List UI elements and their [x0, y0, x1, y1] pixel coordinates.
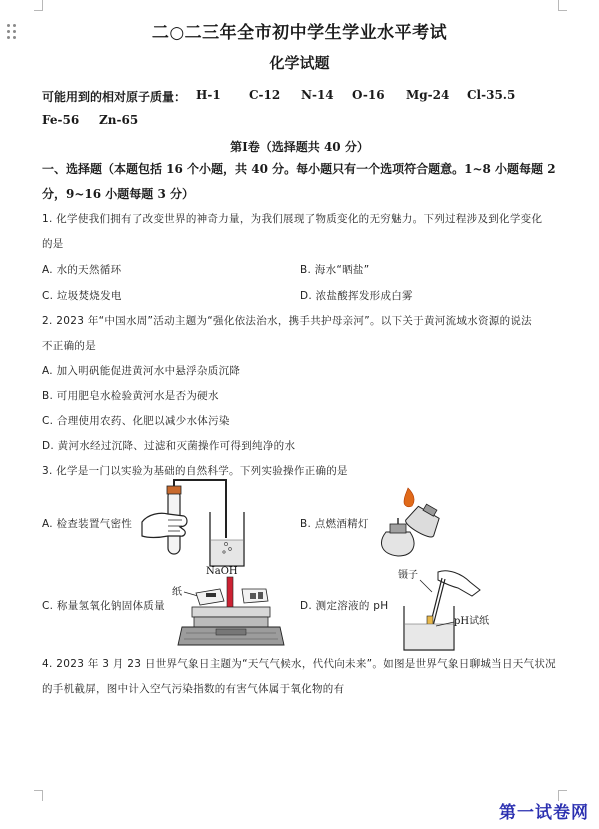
atomic-mass-label: 可能用到的相对原子质量： — [42, 90, 187, 104]
exam-title: 二○二三年全市初中学生学业水平考试 — [151, 23, 448, 43]
airtightness-check-figure — [138, 478, 260, 570]
q2-stem-line-2: 不正确的是 — [42, 340, 96, 352]
q3-option-c[interactable]: C. 称量氢氧化钠固体质量 — [42, 600, 165, 612]
balance-weighing-figure — [172, 563, 290, 655]
q2-option-b[interactable]: B. 可用肥皂水检验黄河水是否为硬水 — [42, 390, 219, 402]
q3-option-b[interactable]: B. 点燃酒精灯 — [300, 518, 369, 530]
q3-option-d[interactable]: D. 测定溶液的 pH — [300, 600, 389, 612]
q3-stem: 3. 化学是一门以实验为基础的自然科学。下列实验操作正确的是 — [42, 465, 348, 477]
q2-option-c[interactable]: C. 合理使用农药、化肥以减少水体污染 — [42, 415, 230, 427]
atomic-mass-item: O-16 — [352, 88, 385, 102]
atomic-mass-item: Mg-24 — [406, 88, 450, 102]
instructions-line-2: 分，9~16 小题每题 3 分） — [42, 187, 194, 201]
naoh-label: NaOH — [206, 566, 238, 577]
paper-label: 纸 — [172, 587, 182, 598]
atomic-mass-item: C-12 — [249, 88, 281, 102]
q2-option-a[interactable]: A. 加入明矾能促进黄河水中悬浮杂质沉降 — [42, 365, 241, 377]
atomic-mass-item: N-14 — [301, 88, 334, 102]
site-watermark: 第一试卷网 — [499, 803, 589, 823]
q4-stem-line-1: 4. 2023 年 3 月 23 日世界气象日主题为“天气气候水，代代向未来”。如图是世界气象日聊城当日天气状况 — [42, 658, 556, 670]
corner-mark-top-left — [34, 0, 43, 11]
atomic-mass-item: Cl-35.5 — [467, 88, 516, 102]
q1-stem-line-2: 的是 — [42, 238, 64, 250]
atomic-mass-item: Fe-56 — [42, 113, 80, 127]
q1-option-b[interactable]: B. 海水“晒盐” — [300, 264, 370, 276]
q1-option-c[interactable]: C. 垃圾焚烧发电 — [42, 290, 122, 302]
corner-mark-top-right — [558, 0, 567, 11]
atomic-mass-item: H-1 — [196, 88, 221, 102]
q3-option-a[interactable]: A. 检查装置气密性 — [42, 518, 133, 530]
section-title: 第Ⅰ卷（选择题共 40 分） — [230, 140, 369, 154]
ph-measure-figure — [398, 566, 498, 652]
exam-subtitle: 化学试题 — [269, 54, 330, 72]
q1-option-d[interactable]: D. 浓盐酸挥发形成白雾 — [300, 290, 413, 302]
q1-option-a[interactable]: A. 水的天然循环 — [42, 264, 122, 276]
corner-mark-bottom-left — [34, 790, 43, 801]
q2-stem-line-1: 2. 2023 年“中国水周”活动主题为“强化依法治水，携手共护母亲河”。以下关于黄河流域水资源的说法 — [42, 315, 532, 327]
q1-stem-line-1: 1. 化学使我们拥有了改变世界的神奇力量，为我们展现了物质变化的无穷魅力。下列过程涉及到化学变化 — [42, 213, 543, 225]
tweezers-label: 镊子 — [398, 570, 418, 581]
q2-option-d[interactable]: D. 黄河水经过沉降、过滤和灭菌操作可得到纯净的水 — [42, 440, 296, 452]
ph-paper-label: pH试纸 — [454, 616, 490, 627]
instructions-line-1: 一、选择题（本题包括 16 个小题，共 40 分。每小题只有一个选项符合题意。1~8 小题每题 2 — [42, 162, 556, 176]
atomic-mass-item: Zn-65 — [99, 113, 139, 127]
alcohol-lamp-figure — [372, 484, 456, 560]
q4-stem-line-2: 的手机截屏，图中计入空气污染指数的有害气体属于氧化物的有 — [42, 683, 345, 695]
